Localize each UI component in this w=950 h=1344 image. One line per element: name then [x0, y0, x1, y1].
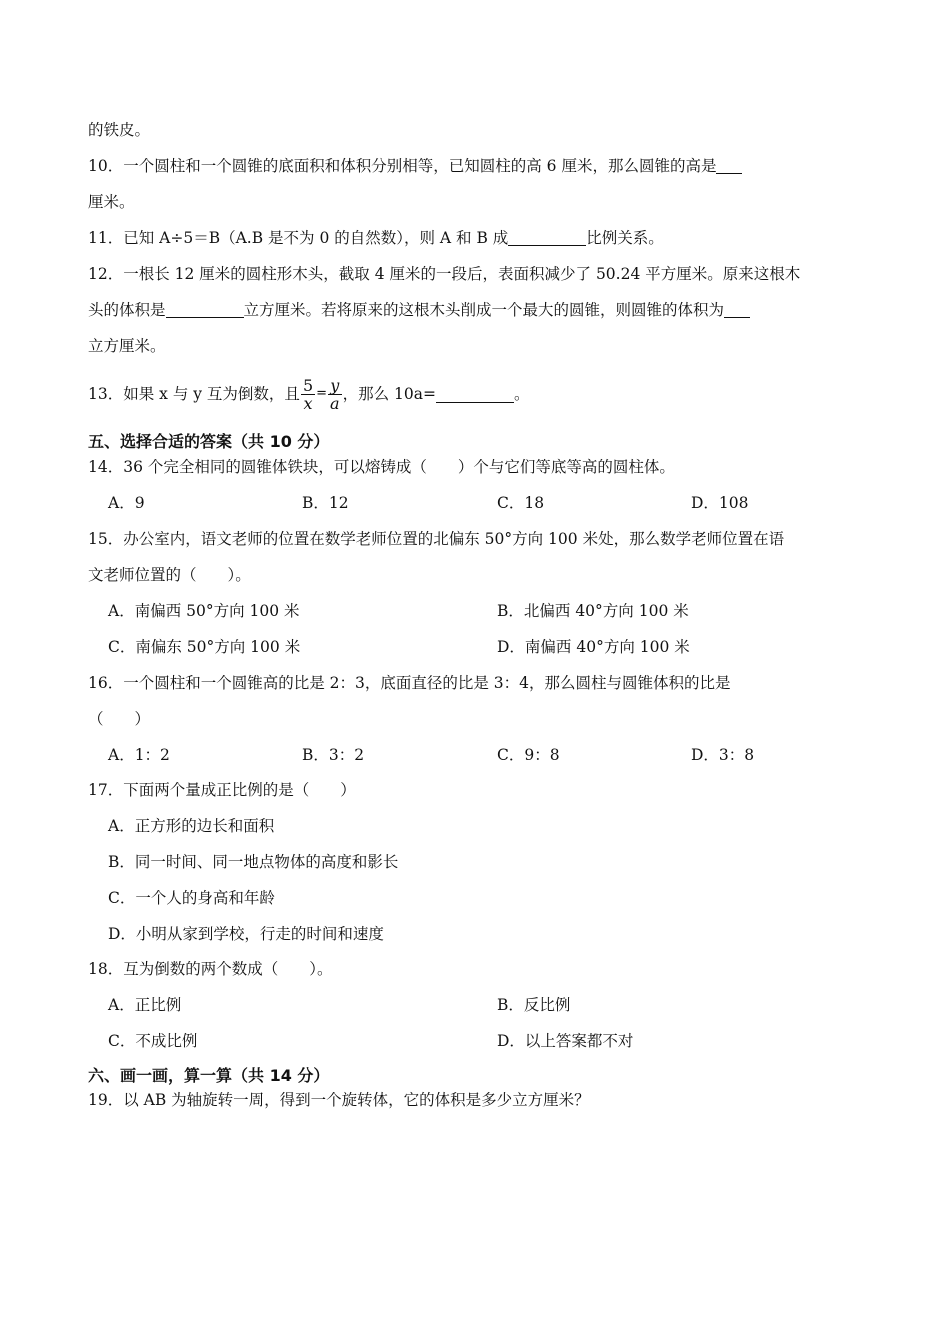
- q15-stem-b: 文老师位置的（ ）。: [88, 566, 251, 584]
- q13-fraction-2: [328, 377, 342, 412]
- q11-answer-blank[interactable]: [508, 229, 586, 246]
- q11-text-b: 比例关系。: [586, 229, 664, 247]
- q14-option-d[interactable]: D．108: [691, 494, 749, 512]
- q10-text-b: 厘米。: [88, 193, 135, 211]
- q16-stem-b: （ ）: [88, 710, 151, 728]
- section-5-heading: 五、选择合适的答案（共 10 分）: [88, 432, 330, 451]
- q12-line2: [88, 300, 750, 320]
- q14-option-a[interactable]: A．9: [108, 494, 145, 512]
- q15-option-b[interactable]: B．北偏西 40°方向 100 米: [497, 602, 689, 620]
- q15-option-d[interactable]: D．南偏西 40°方向 100 米: [497, 638, 690, 656]
- q13-fraction-1: [301, 377, 315, 412]
- q18-option-d[interactable]: D．以上答案都不对: [497, 1032, 634, 1050]
- q16-option-a[interactable]: A．1：2: [108, 746, 170, 764]
- q13-text-a: 13．如果 x 与 y 互为倒数，且: [88, 385, 300, 403]
- q13-line: [88, 374, 529, 413]
- q16-option-d[interactable]: D．3：8: [691, 746, 755, 764]
- q15-option-a[interactable]: A．南偏西 50°方向 100 米: [108, 602, 300, 620]
- q12-text-c: 立方厘米。: [88, 337, 166, 355]
- q17-option-b[interactable]: B．同一时间、同一地点物体的高度和影长: [108, 853, 399, 871]
- q17-option-c[interactable]: C．一个人的身高和年龄: [108, 889, 275, 907]
- q14-option-b[interactable]: B．12: [302, 494, 349, 512]
- q12-answer-blank-1[interactable]: [166, 301, 244, 318]
- q15-option-c[interactable]: C．南偏东 50°方向 100 米: [108, 638, 301, 656]
- q15-stem-a: 15．办公室内，语文老师的位置在数学老师位置的北偏东 50°方向 100 米处，那么数学老师位置在语: [88, 530, 785, 548]
- q13-text-b: ，那么 10a=: [342, 385, 436, 403]
- q16-stem-a: 16．一个圆柱和一个圆锥高的比是 2：3，底面直径的比是 3：4，那么圆柱与圆锥体积的比是: [88, 674, 731, 692]
- q17-option-d[interactable]: D．小明从家到学校，行走的时间和速度: [108, 925, 384, 943]
- q18-option-b[interactable]: B．反比例: [497, 996, 571, 1014]
- q14-option-c[interactable]: C．18: [497, 494, 545, 512]
- section-6-heading: 六、画一画，算一算（共 14 分）: [88, 1066, 330, 1085]
- q16-option-b[interactable]: B．3：2: [302, 746, 365, 764]
- q10-line1: [88, 156, 742, 176]
- q13-text-c: 。: [513, 385, 530, 403]
- q12-text-a: 12．一根长 12 厘米的圆柱形木头，截取 4 厘米的一段后，表面积减少了 50.24 平方厘米。原来这根木: [88, 265, 801, 283]
- q16-option-c[interactable]: C．9：8: [497, 746, 560, 764]
- q13-equals: =: [316, 386, 328, 401]
- q13-f2-numerator: y: [330, 375, 340, 395]
- q10-text-a: 10．一个圆柱和一个圆锥的底面积和体积分别相等，已知圆柱的高 6 厘米，那么圆锥的高是: [88, 157, 717, 175]
- q18-option-c[interactable]: C．不成比例: [108, 1032, 198, 1050]
- q10-answer-blank[interactable]: [716, 157, 742, 174]
- q12-answer-blank-2[interactable]: [724, 301, 750, 318]
- q17-stem: 17．下面两个量成正比例的是（ ）: [88, 781, 356, 799]
- q13-answer-blank[interactable]: [436, 386, 514, 403]
- q13-f2-denominator: a: [330, 393, 340, 413]
- q14-stem: 14．36 个完全相同的圆锥体铁块，可以熔铸成（ ）个与它们等底等高的圆柱体。: [88, 458, 675, 476]
- q11-line: [88, 228, 664, 248]
- q17-option-a[interactable]: A．正方形的边长和面积: [108, 817, 275, 835]
- q12-text-b1: 头的体积是: [88, 301, 166, 319]
- q13-f1-denominator: x: [301, 394, 315, 412]
- q11-text-a: 11．已知 A÷5＝B（A.B 是不为 0 的自然数），则 A 和 B 成: [88, 229, 509, 247]
- q18-stem: 18．互为倒数的两个数成（ ）。: [88, 960, 333, 978]
- q19-stem: 19．以 AB 为轴旋转一周，得到一个旋转体，它的体积是多少立方厘米？: [88, 1091, 590, 1109]
- q12-text-b2: 立方厘米。若将原来的这根木头削成一个最大的圆锥，则圆锥的体积为: [243, 301, 725, 319]
- q18-option-a[interactable]: A．正比例: [108, 996, 182, 1014]
- q13-f1-numerator: 5: [302, 375, 314, 395]
- q9-tail-text: 的铁皮。: [88, 121, 151, 139]
